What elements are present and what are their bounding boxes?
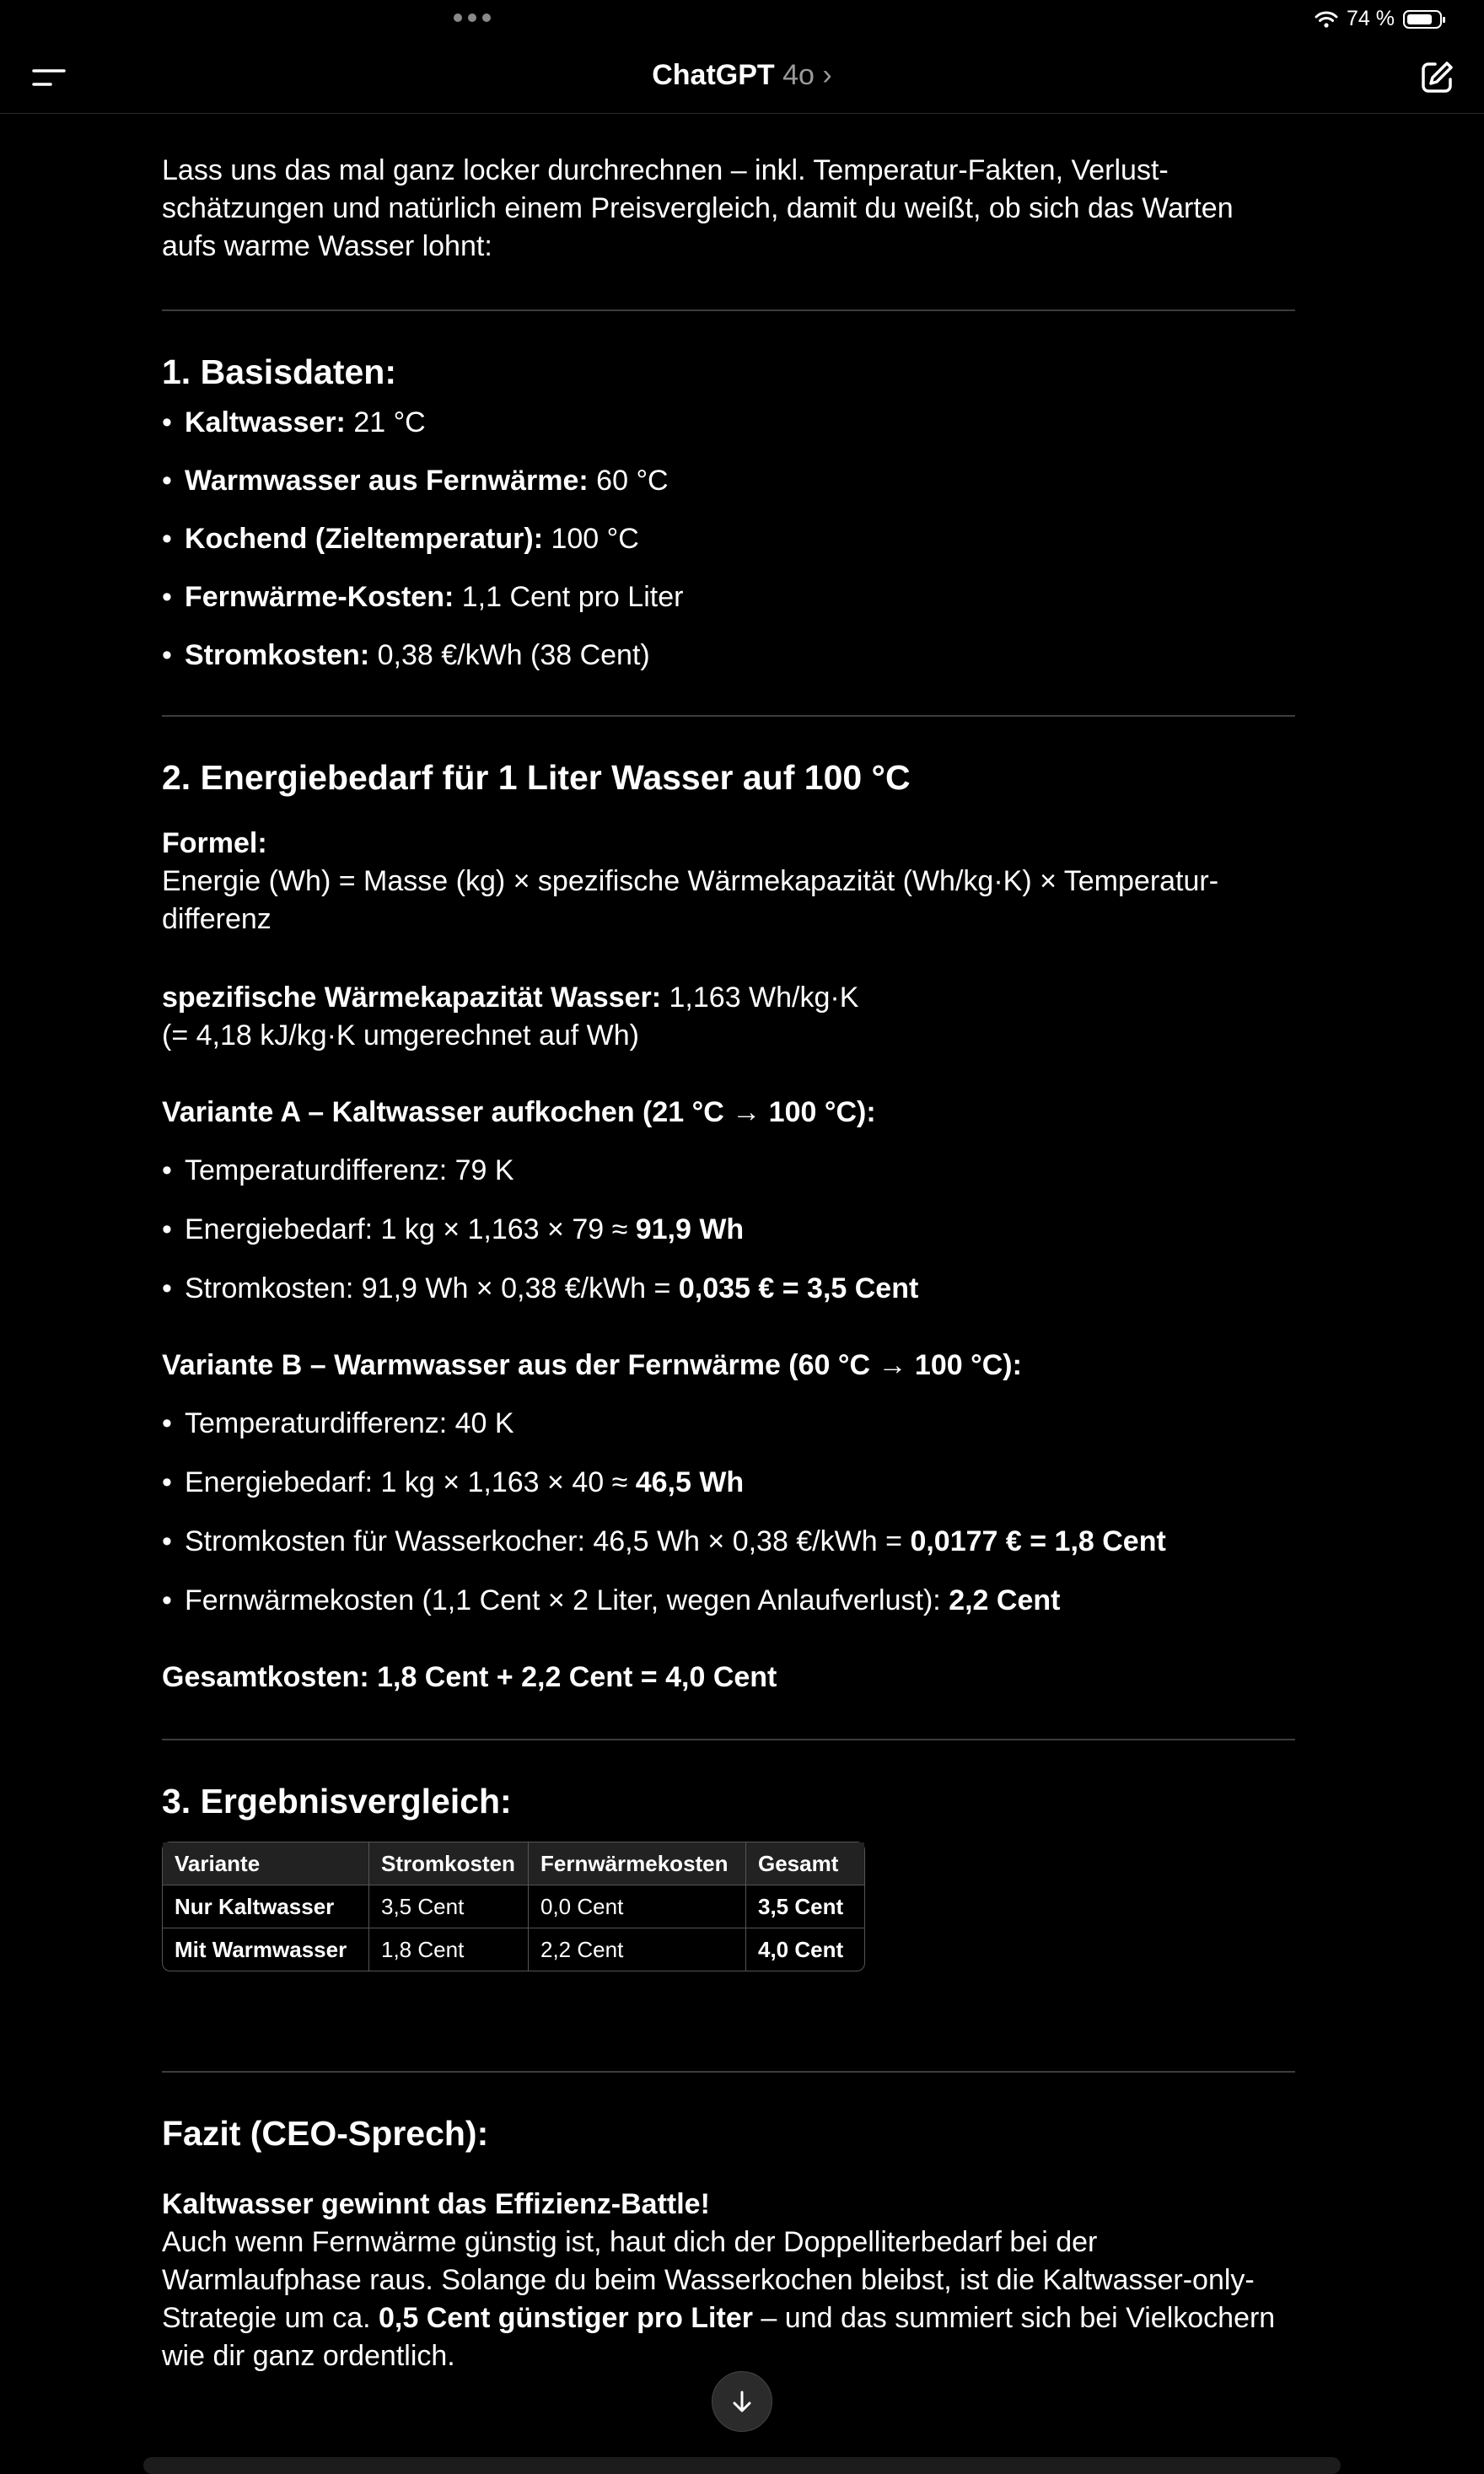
- table-cell: Mit Warmwasser: [163, 1928, 369, 1971]
- section-energiebedarf-title: 2. Energiebedarf für 1 Liter Wasser auf 100 °C: [162, 758, 911, 797]
- intro-text: Lass uns das mal ganz locker durchrechnen – inkl. Temperatur-Fakten, Verlustschätzungen und natürlich einem Preisvergleich, damit du weißt, ob sich das Warten aufs warme Wasser lohnt:: [162, 154, 1234, 262]
- list-item: • Energiebedarf: 1 kg × 1,163 × 40 ≈ 46,5 Wh: [162, 1464, 1295, 1502]
- variante-a-list: [162, 1152, 1295, 1308]
- model-selector[interactable]: [0, 59, 1484, 92]
- battery-icon: [1403, 10, 1442, 29]
- multitasking-dots-icon[interactable]: [454, 13, 491, 22]
- list-item: • Stromkosten: 91,9 Wh × 0,38 €/kWh = 0,035 € = 3,5 Cent: [162, 1270, 1295, 1308]
- list-item: • Fernwärmekosten (1,1 Cent × 2 Liter, wegen Anlaufverlust): 2,2 Cent: [162, 1582, 1295, 1620]
- divider: [162, 715, 1295, 717]
- capacity-note: (= 4,18 kJ/kg·K umgerechnet auf Wh): [162, 1019, 639, 1051]
- table-header: Gesamt: [746, 1842, 864, 1885]
- formel-label: Formel:: [162, 827, 267, 859]
- comparison-table: [162, 1842, 865, 1971]
- table-row: [163, 1928, 864, 1971]
- wifi-icon: [1315, 10, 1338, 29]
- divider: [162, 1739, 1295, 1740]
- list-item: • Fernwärme-Kosten: 1,1 Cent pro Liter: [162, 578, 1295, 616]
- table-row: [163, 1885, 864, 1928]
- list-item: • Kaltwasser: 21 °C: [162, 404, 1295, 442]
- table-cell: 0,0 Cent: [529, 1885, 746, 1928]
- compose-icon: [1418, 59, 1455, 96]
- basisdaten-list: [162, 404, 1295, 675]
- table-cell: 3,5 Cent: [369, 1885, 529, 1928]
- list-item: • Stromkosten für Wasserkocher: 46,5 Wh × 0,38 €/kWh = 0,0177 € = 1,8 Cent: [162, 1523, 1295, 1561]
- variante-b-list: [162, 1405, 1295, 1620]
- list-item: • Stromkosten: 0,38 €/kWh (38 Cent): [162, 637, 1295, 675]
- table-cell: 4,0 Cent: [758, 1937, 844, 1962]
- table-cell: 2,2 Cent: [529, 1928, 746, 1971]
- fazit-text: Auch wenn Fernwärme günstig ist, haut dich der Doppelliterbedarf bei der Warmlaufphase raus. Solange du beim Wasserkochen bleibst, ist die Kaltwasser-only-Strategie um ca. 0,5 Cent günstiger pro Liter – und das summiert sich bei Vielkochern wie dir ganz ordentlich.: [162, 2226, 1276, 2372]
- scroll-to-bottom-button[interactable]: [712, 2371, 772, 2432]
- status-bar: [0, 0, 1484, 39]
- section-ergebnisvergleich-title: 3. Ergebnisvergleich:: [162, 1782, 512, 1821]
- table-header-row: [163, 1842, 864, 1885]
- model-name: 4o: [782, 59, 815, 91]
- list-item: • Warmwasser aus Fernwärme: 60 °C: [162, 462, 1295, 500]
- table-header: Fernwärmekosten: [529, 1842, 746, 1885]
- table-header: Variante: [163, 1842, 369, 1885]
- table-cell: Nur Kaltwasser: [163, 1885, 369, 1928]
- variante-b-title: Variante B – Warmwasser aus der Fernwärme (60 °C → 100 °C):: [162, 1349, 1022, 1381]
- list-item: • Temperaturdifferenz: 79 K: [162, 1152, 1295, 1190]
- section-fazit-title: Fazit (CEO-Sprech):: [162, 2114, 489, 2153]
- composer-edge: [143, 2457, 1341, 2474]
- table-cell: 3,5 Cent: [746, 1885, 864, 1928]
- app-title: ChatGPT: [652, 59, 775, 91]
- top-bar: [0, 39, 1484, 114]
- capacity-line: spezifische Wärmekapazität Wasser: 1,163 Wh/kg·K: [162, 982, 859, 1014]
- list-item: • Energiebedarf: 1 kg × 1,163 × 79 ≈ 91,9 Wh: [162, 1211, 1295, 1249]
- arrow-down-icon: [729, 2389, 755, 2414]
- assistant-message: [162, 152, 1295, 2375]
- battery-percent: 74 %: [1347, 7, 1395, 30]
- gesamtkosten: Gesamtkosten: 1,8 Cent + 2,2 Cent = 4,0 Cent: [162, 1661, 777, 1693]
- section-basisdaten-title: 1. Basisdaten:: [162, 352, 396, 391]
- variante-a-title: Variante A – Kaltwasser aufkochen (21 °C → 100 °C):: [162, 1096, 876, 1128]
- list-item: • Kochend (Zieltemperatur): 100 °C: [162, 520, 1295, 558]
- divider: [162, 2071, 1295, 2073]
- chevron-right-icon: ›: [822, 59, 832, 91]
- formel-text: Energie (Wh) = Masse (kg) × spezifische Wärmekapazität (Wh/kg·K) × Temperaturdifferenz: [162, 865, 1219, 935]
- table-header: Stromkosten: [369, 1842, 529, 1885]
- divider: [162, 309, 1295, 311]
- list-item: • Temperaturdifferenz: 40 K: [162, 1405, 1295, 1443]
- fazit-lead: Kaltwasser gewinnt das Effizienz-Battle!: [162, 2188, 710, 2220]
- table-cell: 1,8 Cent: [369, 1928, 529, 1971]
- new-chat-button[interactable]: [1418, 59, 1455, 96]
